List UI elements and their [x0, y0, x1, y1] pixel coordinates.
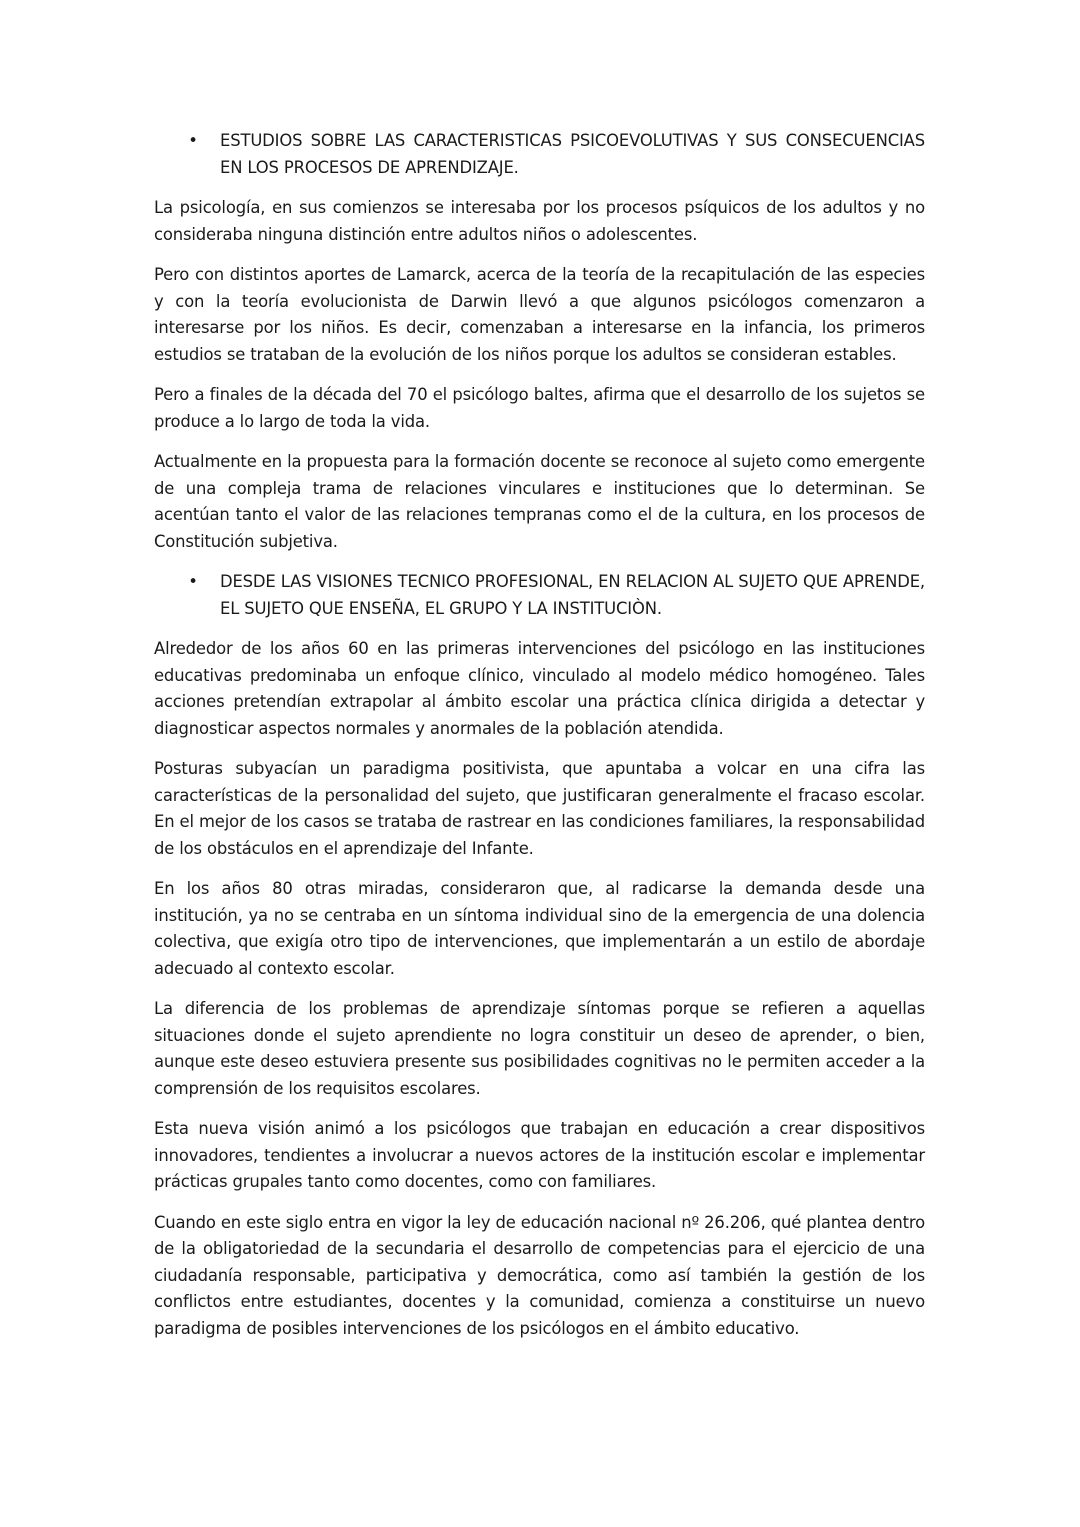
bullet-heading-visiones [154, 569, 925, 622]
paragraph-10: Cuando en este siglo entra en vigor la ley de educación nacional nº 26.206, qué plantea dentro de la obligatoriedad de la secundaria el desarrollo de competencias para el ejercicio de una ciudadanía responsable, participativa y democrática, como así también la gestión de los conflictos entre estudiantes, docentes y la comunidad, comienza a constituirse un nuevo paradigma de posibles intervenciones de los psicólogos en el ámbito educativo. [154, 1212, 925, 1338]
bullet-icon: • [188, 131, 198, 150]
paragraph-4: Actualmente en la propuesta para la formación docente se reconoce al sujeto como emergente de una compleja trama de relaciones vinculares e instituciones que lo determinan. Se acentúan tanto el valor de las relaciones tempranas como el de la cultura, en los procesos de Constitución subjetiva. [154, 452, 925, 551]
bullet-heading-psicoevolutivas [154, 128, 925, 181]
paragraph-7: En los años 80 otras miradas, consideraron que, al radicarse la demanda desde una institución, ya no se centraba en un síntoma individual sino de la emergencia de una dolencia colectiva, que exigía otro tipo de intervenciones, que implementarán a un estilo de abordaje adecuado al contexto escolar. [154, 879, 925, 978]
paragraph-1: La psicología, en sus comienzos se interesaba por los procesos psíquicos de los adultos y no consideraba ninguna distinción entre adultos niños o adolescentes. [154, 198, 925, 244]
paragraph-5: Alrededor de los años 60 en las primeras intervenciones del psicólogo en las instituciones educativas predominaba un enfoque clínico, vinculado al modelo médico homogéneo. Tales acciones pretendían extrapolar al ámbito escolar una práctica clínica dirigida a detectar y diagnosticar aspectos normales y anormales de la población atendida. [154, 639, 925, 738]
paragraph-8: La diferencia de los problemas de aprendizaje síntomas porque se refieren a aquellas situaciones donde el sujeto aprendiente no logra constituir un deseo de aprender, o bien, aunque este deseo estuviera presente sus posibilidades cognitivas no le permiten acceder a la comprensión de los requisitos escolares. [154, 999, 925, 1098]
document-page [154, 128, 925, 1356]
paragraph-6: Posturas subyacían un paradigma positivista, que apuntaba a volcar en una cifra las características de la personalidad del sujeto, que justificaran generalmente el fracaso escolar. En el mejor de los casos se trataba de rastrear en las condiciones familiares, la responsabilidad de los obstáculos en el aprendizaje del Infante. [154, 759, 925, 858]
bullet-icon: • [188, 572, 198, 591]
heading-text: DESDE LAS VISIONES TECNICO PROFESIONAL, EN RELACION AL SUJETO QUE APRENDE, EL SUJETO QUE ENSEÑA, EL GRUPO Y LA INSTITUCIÒN. [220, 572, 925, 618]
paragraph-9: Esta nueva visión animó a los psicólogos que trabajan en educación a crear dispositivos innovadores, tendientes a involucrar a nuevos actores de la institución escolar e implementar prácticas grupales tanto como docentes, como con familiares. [154, 1119, 925, 1191]
heading-text: ESTUDIOS SOBRE LAS CARACTERISTICAS PSICOEVOLUTIVAS Y SUS CONSECUENCIAS EN LOS PROCESOS DE APRENDIZAJE. [220, 131, 925, 177]
paragraph-2: Pero con distintos aportes de Lamarck, acerca de la teoría de la recapitulación de las especies y con la teoría evolucionista de Darwin llevó a que algunos psicólogos comenzaron a interesarse por los niños. Es decir, comenzaban a interesarse en la infancia, los primeros estudios se trataban de la evolución de los niños porque los adultos se consideran estables. [154, 265, 925, 364]
paragraph-3: Pero a finales de la década del 70 el psicólogo baltes, afirma que el desarrollo de los sujetos se produce a lo largo de toda la vida. [154, 385, 925, 431]
